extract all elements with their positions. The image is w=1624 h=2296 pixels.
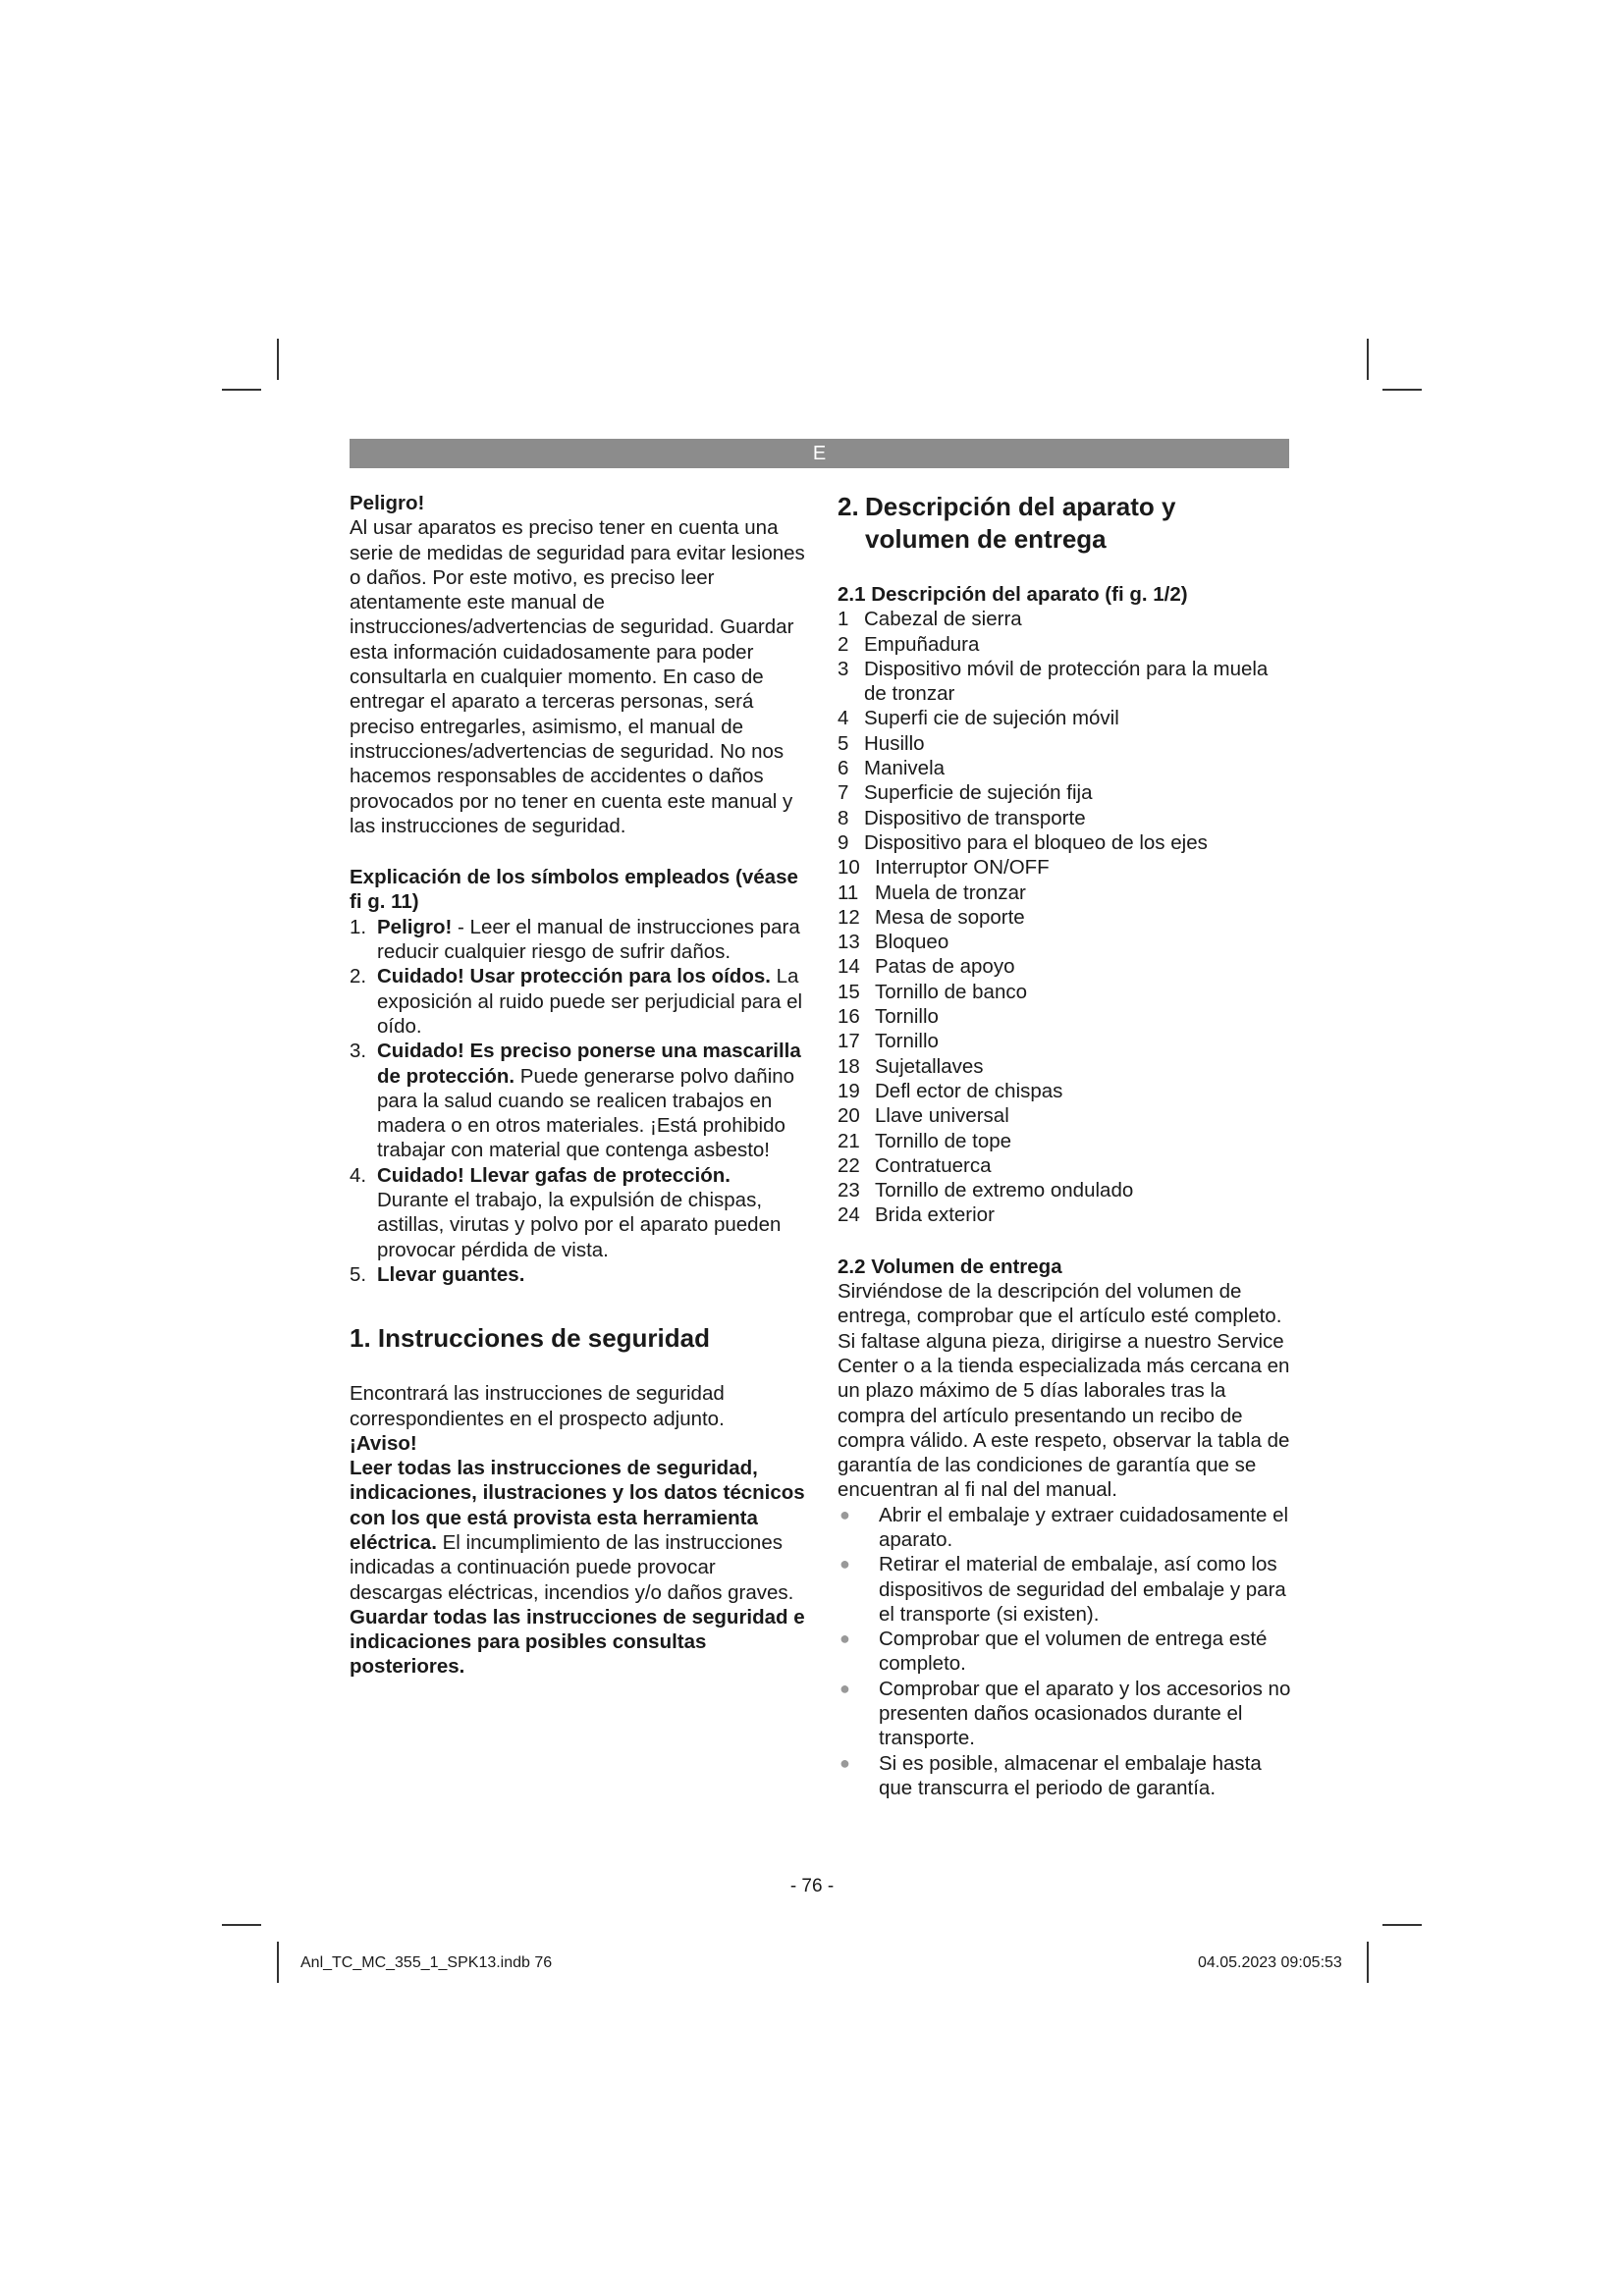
part-item <box>838 780 1291 805</box>
part-item <box>838 980 1291 1004</box>
part-label: Dispositivo móvil de protección para la muela de tronzar <box>864 657 1269 706</box>
part-label: Brida exterior <box>875 1203 995 1227</box>
part-label: Dispositivo de transporte <box>864 806 1086 829</box>
part-number: 24 <box>838 1203 860 1227</box>
checklist-item <box>838 1503 1291 1553</box>
checklist-item <box>838 1751 1291 1801</box>
symbol-bold: Cuidado! Usar protección para los oídos. <box>377 965 771 988</box>
symbol-item <box>350 964 806 1039</box>
symbol-bold: Peligro! <box>377 915 453 938</box>
part-item <box>838 806 1291 830</box>
crop-mark-top-right-vertical <box>1367 339 1369 380</box>
checklist-text: Comprobar que el aparato y los accesorios no presenten daños ocasionados durante el transporte. <box>879 1677 1291 1750</box>
description-heading <box>838 491 1291 556</box>
symbol-number: 1. <box>350 915 367 938</box>
part-number: 9 <box>838 830 849 854</box>
danger-title: Peligro! <box>350 492 425 514</box>
part-number: 13 <box>838 931 860 954</box>
warning-title: ¡Aviso! <box>350 1431 417 1455</box>
part-number: 11 <box>838 881 859 904</box>
part-number: 3 <box>838 657 849 680</box>
part-item <box>838 1079 1291 1103</box>
symbol-number: 3. <box>350 1040 367 1063</box>
part-item <box>838 881 1291 905</box>
part-item <box>838 855 1291 880</box>
part-number: 17 <box>838 1030 860 1053</box>
part-number: 19 <box>838 1079 860 1102</box>
crop-mark-bottom-left-vertical <box>277 1942 279 1983</box>
part-label: Dispositivo para el bloqueo de los ejes <box>864 830 1208 854</box>
safety-intro: Encontrará las instrucciones de seguridad correspondientes en el prospecto adjunto. <box>350 1382 725 1430</box>
part-label: Tornillo de banco <box>875 980 1027 1003</box>
part-item <box>838 1054 1291 1079</box>
symbol-bold: Cuidado! Es preciso ponerse una mascarilla de protección. <box>377 1040 801 1088</box>
checklist-item <box>838 1677 1291 1751</box>
part-label: Manivela <box>864 757 946 780</box>
page-number: - 76 - <box>789 1876 835 1896</box>
crop-mark-bottom-right-horizontal <box>1382 1924 1422 1926</box>
part-label: Sujetallaves <box>875 1054 984 1078</box>
part-label: Superficie de sujeción fija <box>864 781 1093 805</box>
checklist-item <box>838 1627 1291 1677</box>
part-number: 7 <box>838 781 849 805</box>
part-item <box>838 657 1291 707</box>
part-number: 21 <box>838 1129 860 1152</box>
symbol-bold: Cuidado! Llevar gafas de protección. <box>377 1163 731 1187</box>
part-label: Patas de apoyo <box>875 955 1015 979</box>
part-number: 20 <box>838 1104 860 1128</box>
part-item <box>838 1153 1291 1178</box>
part-item <box>838 756 1291 780</box>
footer-timestamp: 04.05.2023 09:05:53 <box>1198 1954 1342 1971</box>
part-number: 12 <box>838 905 860 929</box>
bullet-dot-icon: ● <box>839 1629 850 1649</box>
part-item <box>838 1029 1291 1053</box>
footer-file-name: Anl_TC_MC_355_1_SPK13.indb 76 <box>300 1954 553 1971</box>
checklist-text: Comprobar que el volumen de entrega esté completo. <box>879 1628 1268 1676</box>
part-item <box>838 607 1291 631</box>
description-heading-line1: Descripción del aparato y <box>865 492 1176 521</box>
part-number: 4 <box>838 707 849 730</box>
symbol-item <box>350 915 806 965</box>
warning-text: El incumplimiento de las instrucciones indicadas a continuación puede provocar descargas eléctricas, incendios y/o daños graves. <box>350 1530 794 1604</box>
part-item <box>838 706 1291 730</box>
crop-mark-bottom-left-horizontal <box>222 1924 261 1926</box>
checklist-item <box>838 1552 1291 1627</box>
warning-paragraph <box>350 1456 806 1605</box>
part-item <box>838 731 1291 756</box>
crop-mark-top-left-horizontal <box>222 389 261 391</box>
part-number: 1 <box>838 608 849 631</box>
part-label: Cabezal de sierra <box>864 608 1022 631</box>
subheading-parts: 2.1 Descripción del aparato (fi g. 1/2) <box>838 583 1188 606</box>
part-label: Superfi cie de sujeción móvil <box>864 707 1119 730</box>
language-tab-label: E <box>812 443 827 464</box>
subheading-delivery: 2.2 Volumen de entrega <box>838 1255 1062 1278</box>
part-label: Contratuerca <box>875 1153 992 1177</box>
description-heading-line2: volumen de entrega <box>865 524 1107 554</box>
part-label: Tornillo <box>875 1005 939 1029</box>
crop-mark-top-left-vertical <box>277 339 279 380</box>
part-item <box>838 1178 1291 1202</box>
part-item <box>838 1129 1291 1153</box>
part-label: Llave universal <box>875 1104 1009 1128</box>
left-column <box>350 491 806 1680</box>
part-label: Empuñadura <box>864 632 980 656</box>
delivery-checklist <box>838 1503 1291 1801</box>
parts-list <box>838 607 1291 1227</box>
part-item <box>838 1004 1291 1029</box>
description-heading-number: 2. <box>838 492 859 521</box>
warning-bold-2: Guardar todas las instrucciones de seguridad e indicaciones para posibles consultas posteriores. <box>350 1605 805 1679</box>
part-number: 15 <box>838 980 860 1003</box>
part-number: 22 <box>838 1153 860 1177</box>
part-item <box>838 954 1291 979</box>
right-column <box>838 491 1291 1800</box>
symbol-text: La exposición al ruido puede ser perjudicial para el oído. <box>377 965 803 1038</box>
part-number: 5 <box>838 731 849 755</box>
part-label: Bloqueo <box>875 931 949 954</box>
part-label: Mesa de soporte <box>875 905 1025 929</box>
part-label: Tornillo de tope <box>875 1129 1012 1152</box>
symbols-list <box>350 915 806 1287</box>
bullet-dot-icon: ● <box>839 1752 850 1773</box>
symbol-item <box>350 1039 806 1162</box>
symbols-title: Explicación de los símbolos empleados (véase fi g. 11) <box>350 866 798 914</box>
symbol-number: 2. <box>350 965 367 988</box>
symbol-text: Durante el trabajo, la expulsión de chispas, astillas, virutas y polvo por el aparato pueden provocar pérdida de vista. <box>377 1189 782 1261</box>
delivery-text: Sirviéndose de la descripción del volumen de entrega, comprobar que el artículo esté completo. Si faltase alguna pieza, dirigirse a nuestro Service Center o a la tienda especializada más cercana en un plazo máximo de 5 días laborales tras la compra del artículo presentando un recibo de compra válido. A este respeto, observar la tabla de garantía de las condiciones de garantía que se encuentran al fi nal del manual. <box>838 1280 1290 1502</box>
part-label: Tornillo <box>875 1030 939 1053</box>
safety-heading: 1. Instrucciones de seguridad <box>350 1323 710 1354</box>
part-number: 6 <box>838 757 849 780</box>
part-label: Defl ector de chispas <box>875 1079 1063 1102</box>
part-item <box>838 1202 1291 1227</box>
part-item <box>838 1103 1291 1128</box>
bullet-dot-icon: ● <box>839 1554 850 1575</box>
part-number: 14 <box>838 955 860 979</box>
part-item <box>838 905 1291 930</box>
symbol-number: 4. <box>350 1163 367 1187</box>
part-item <box>838 930 1291 954</box>
part-number: 10 <box>838 856 860 880</box>
part-number: 16 <box>838 1005 860 1029</box>
symbol-item <box>350 1262 806 1287</box>
part-label: Muela de tronzar <box>875 881 1026 904</box>
warning-bold: Leer todas las instrucciones de seguridad, indicaciones, ilustraciones y los datos técnicos con los que está provista esta herramienta eléctrica. <box>350 1457 805 1554</box>
symbol-number: 5. <box>350 1262 367 1286</box>
part-label: Tornillo de extremo ondulado <box>875 1179 1134 1202</box>
bullet-dot-icon: ● <box>839 1678 850 1698</box>
crop-mark-top-right-horizontal <box>1382 389 1422 391</box>
symbol-bold: Llevar guantes. <box>377 1262 525 1286</box>
part-item <box>838 632 1291 657</box>
checklist-text: Abrir el embalaje y extraer cuidadosamente el aparato. <box>879 1503 1289 1551</box>
part-item <box>838 830 1291 855</box>
part-label: Interruptor ON/OFF <box>875 856 1050 880</box>
symbol-item <box>350 1163 806 1262</box>
part-number: 23 <box>838 1179 860 1202</box>
symbol-text: Puede generarse polvo dañino para la salud cuando se realicen trabajos en madera o en otros materiales. ¡Está prohibido trabajar con material que contenga asbesto! <box>377 1064 795 1162</box>
part-label: Husillo <box>864 731 925 755</box>
part-number: 8 <box>838 806 849 829</box>
part-number: 18 <box>838 1054 860 1078</box>
part-number: 2 <box>838 632 849 656</box>
language-header-bar <box>350 439 1289 468</box>
checklist-text: Si es posible, almacenar el embalaje hasta que transcurra el periodo de garantía. <box>879 1751 1262 1799</box>
bullet-dot-icon: ● <box>839 1504 850 1524</box>
crop-mark-bottom-right-vertical <box>1367 1942 1369 1983</box>
symbol-text: - Leer el manual de instrucciones para reducir cualquier riesgo de sufrir daños. <box>377 915 800 964</box>
danger-text: Al usar aparatos es preciso tener en cuenta una serie de medidas de seguridad para evitar lesiones o daños. Por este motivo, es preciso leer atentamente este manual de instrucciones/advertencias de seguridad. Guardar esta información cuidadosamente para poder consultarla en cualquier momento. En caso de entregar el aparato a terceras personas, será preciso entregarles, asimismo, el manual de instrucciones/advertencias de seguridad. No nos hacemos responsables de accidentes o daños provocados por no tener en cuenta este manual y las instrucciones de seguridad. <box>350 516 805 837</box>
checklist-text: Retirar el material de embalaje, así como los dispositivos de seguridad del embalaje y para el transporte (si existen). <box>879 1553 1286 1626</box>
